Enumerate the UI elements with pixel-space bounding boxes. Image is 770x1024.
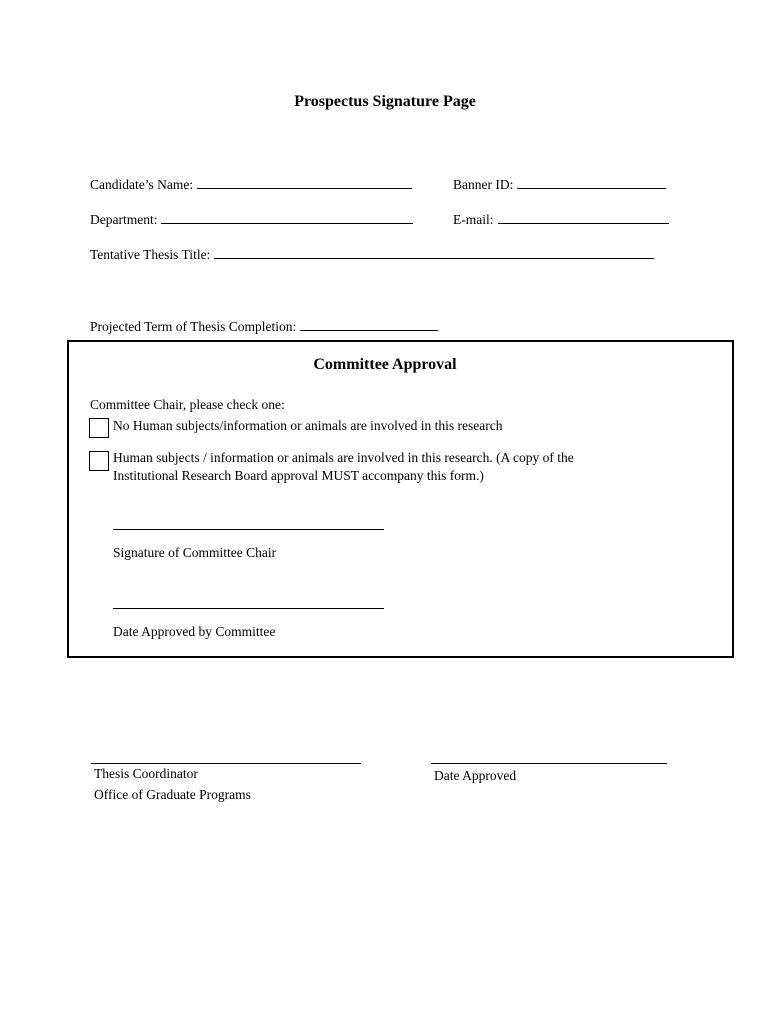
coordinator-label: Thesis Coordinator — [94, 766, 198, 781]
banner-id-input[interactable] — [517, 176, 666, 189]
coordinator-signature-line[interactable] — [91, 763, 361, 764]
committee-instruction: Committee Chair, please check one: — [90, 397, 285, 412]
projected-term-field — [90, 318, 438, 335]
department-label: Department: — [90, 212, 158, 227]
committee-heading: Committee Approval — [313, 356, 457, 373]
candidate-name-label: Candidate’s Name: — [90, 177, 194, 192]
department-input[interactable] — [161, 211, 413, 224]
candidate-name-input[interactable] — [197, 176, 412, 189]
projected-term-input[interactable] — [300, 318, 438, 331]
chair-signature-line[interactable] — [113, 529, 384, 530]
final-date-line[interactable] — [431, 763, 667, 764]
office-label: Office of Graduate Programs — [94, 787, 251, 802]
email-input[interactable] — [498, 211, 669, 224]
department-field — [90, 211, 413, 228]
email-field — [453, 211, 669, 228]
email-label: E-mail: — [453, 212, 494, 227]
thesis-title-field — [90, 246, 654, 263]
page-title: Prospectus Signature Page — [294, 93, 476, 110]
banner-id-field — [453, 176, 666, 193]
thesis-title-label: Tentative Thesis Title: — [90, 247, 211, 262]
option-human-subjects-label-line1: Human subjects / information or animals are involved in this research. (A copy of the — [113, 450, 574, 465]
banner-id-label: Banner ID: — [453, 177, 514, 192]
thesis-title-input[interactable] — [214, 246, 654, 259]
no-human-subjects-checkbox[interactable] — [89, 418, 109, 438]
projected-term-label: Projected Term of Thesis Completion: — [90, 319, 297, 334]
committee-approval-box — [67, 340, 734, 658]
option-human-subjects-label-line2: Institutional Research Board approval MUST accompany this form.) — [113, 468, 484, 483]
final-date-label: Date Approved — [434, 768, 517, 783]
human-subjects-checkbox[interactable] — [89, 451, 109, 471]
chair-signature-label: Signature of Committee Chair — [113, 545, 277, 560]
option-no-human-subjects-label: No Human subjects/information or animals are involved in this research — [113, 418, 503, 433]
candidate-name-field — [90, 176, 412, 193]
committee-date-label: Date Approved by Committee — [113, 624, 276, 639]
committee-date-line[interactable] — [113, 608, 384, 609]
